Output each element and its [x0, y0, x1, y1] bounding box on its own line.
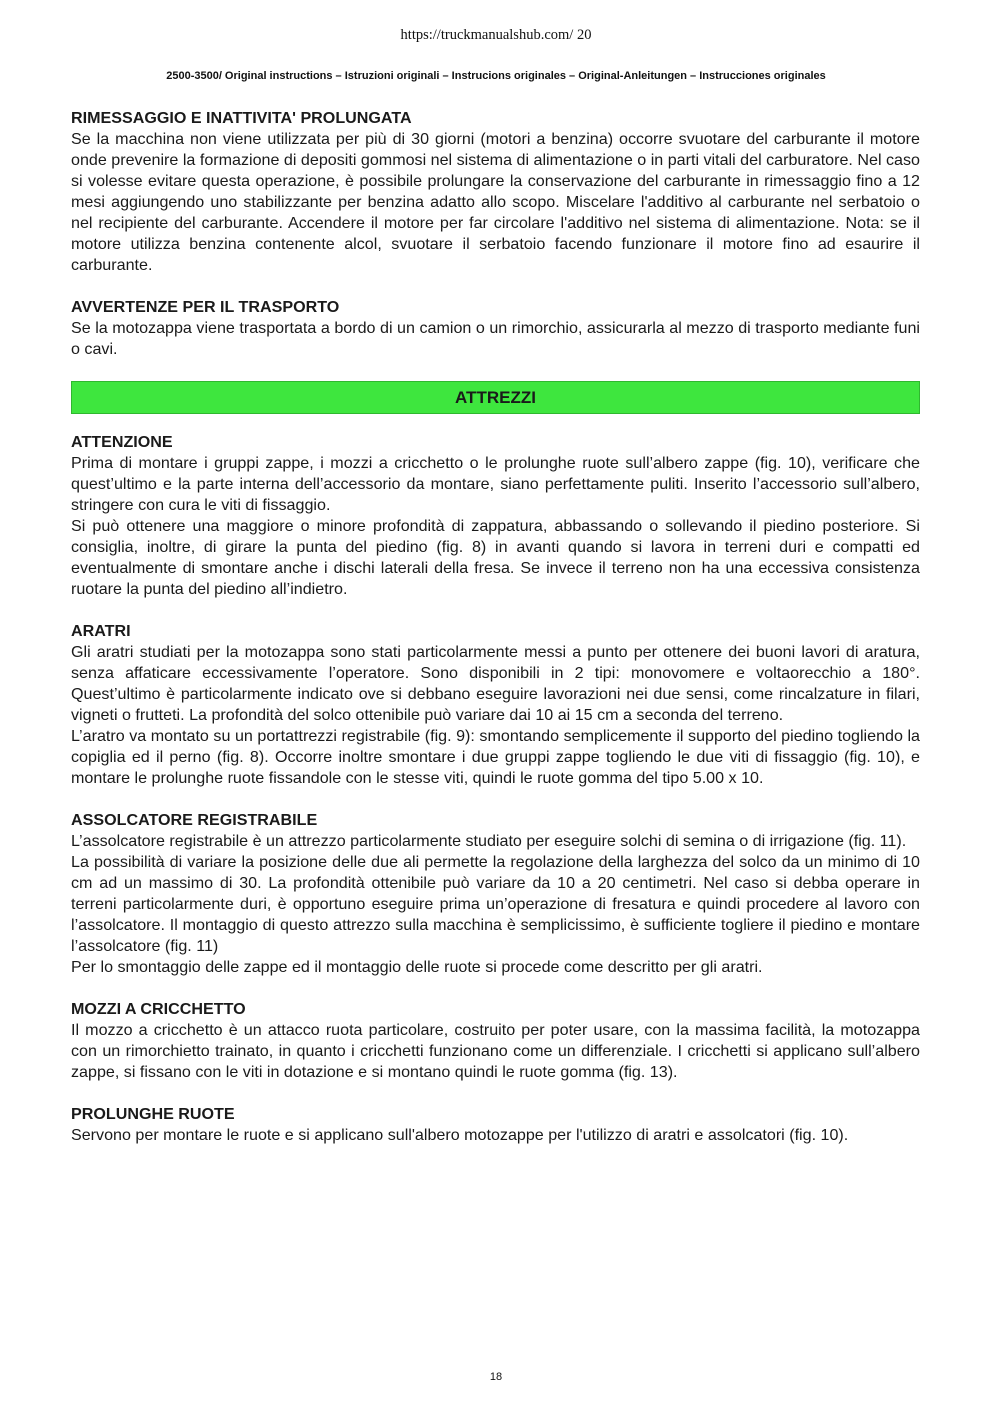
section-heading: ARATRI [71, 622, 131, 640]
section-paragraph: L’aratro va montato su un portattrezzi registrabile (fig. 9): smontando semplicemente il supporto del piedino togliendo la copiglia ed il perno (fig. 8). Occorre inoltre smontare i due gruppi zappe togliendo le due viti di fissaggio (fig. 10), e montare le prolunghe ruote fissandole con le stesse viti, quindi le ruote gomma del tipo 5.00 x 10. [71, 727, 920, 787]
section-paragraph: Il mozzo a cricchetto è un attacco ruota particolare, costruito per poter usare, con la massima facilità, la motozappa con un rimorchietto trainato, in quanto i cricchetti funzionano come un differenziale. I cricchetti si applicano sull’albero zappe, si fissano con le viti in dotazione e si montano quindi le ruote gomma (fig. 13). [71, 1021, 920, 1081]
section-aratri [71, 621, 920, 789]
section-heading: RIMESSAGGIO E INATTIVITA' PROLUNGATA [71, 109, 412, 127]
section-heading: ATTENZIONE [71, 433, 173, 451]
document-subtitle: 2500-3500/ Original instructions – Istruzioni originali – Instrucions originales – Original-Anleitungen – Instrucciones originales [166, 70, 826, 82]
section-paragraph: La possibilità di variare la posizione delle due ali permette la regolazione della larghezza del solco da un minimo di 10 cm ad un massimo di 30. La profondità ottenibile può variare da 10 a 20 centimetri. Nel caso si debba operare in terreni particolarmente duri, è opportuno eseguire prima un’operazione di fresatura e quindi procedere al lavoro con l’assolcatore. Il montaggio di questo attrezzo sulla macchina è semplicissimo, è sufficiente togliere il piedino e montare l’assolcatore (fig. 11) [71, 853, 920, 955]
page-url: https://truckmanualshub.com/ 20 [400, 27, 592, 43]
section-paragraph: Se la macchina non viene utilizzata per più di 30 giorni (motori a benzina) occorre svuotare del carburante il motore onde prevenire la formazione di depositi gommosi nel sistema di alimentazione o in parti vitali del carburatore. Nel caso si volesse evitare questa operazione, è possibile prolungare la conservazione del carburante in rimessaggio fino a 12 mesi aggiungendo uno stabilizzante per benzina adatto allo scopo. Miscelare l'additivo al carburante nel serbatoio o nel recipiente del carburante. Accendere il motore per far circolare l'additivo nel sistema di alimentazione. Nota: se il motore utilizza benzina contenente alcol, svuotare il serbatoio facendo funzionare il motore fino ad esaurire il carburante. [71, 130, 920, 274]
section-paragraph: Si può ottenere una maggiore o minore profondità di zappatura, abbassando o sollevando il piedino posteriore. Si consiglia, inoltre, di girare la punta del piedino (fig. 8) in avanti quando si lavora in terreni duri e compatti ed eventualmente di smontare anche i dischi laterali della fresa. Se invece il terreno non ha una eccessiva consistenza ruotare la punta del piedino all’indietro. [71, 517, 920, 598]
section-heading: PROLUNGHE RUOTE [71, 1105, 235, 1123]
section-paragraph: L’assolcatore registrabile è un attrezzo particolarmente studiato per eseguire solchi di semina o di irrigazione (fig. 11). [71, 832, 907, 850]
section-heading: AVVERTENZE PER IL TRASPORTO [71, 298, 340, 316]
section-paragraph: Prima di montare i gruppi zappe, i mozzi a cricchetto o le prolunghe ruote sull’albero zappe (fig. 10), verificare che quest’ultimo e la parte interna dell’accessorio da montare, siano perfettamente puliti. Inserito l’accessorio sull’albero, stringere con cura le viti di fissaggio. [71, 454, 920, 514]
section-heading: ASSOLCATORE REGISTRABILE [71, 811, 318, 829]
page-number: 18 [489, 1371, 503, 1383]
section-paragraph: Gli aratri studiati per la motozappa sono stati particolarmente messi a punto per ottenere dei buoni lavori di aratura, senza affaticare eccessivamente l’operatore. Sono disponibili in 2 tipi: monovomere e voltaorecchio a 180°. Quest’ultimo è particolarmente indicato ove si debbano eseguire lavorazioni nei due sensi, come rincalzature in filari, vigneti o frutteti. La profondità del solco ottenibile può variare dai 10 ai 15 cm a seconda del terreno. [71, 643, 920, 724]
banner-title: ATTREZZI [455, 388, 536, 407]
section-assolcatore [71, 810, 920, 978]
section-heading: MOZZI A CRICCHETTO [71, 1000, 246, 1018]
section-paragraph: Se la motozappa viene trasportata a bordo di un camion o un rimorchio, assicurarla al mezzo di trasporto mediante funi o cavi. [71, 319, 920, 358]
section-paragraph: Per lo smontaggio delle zappe ed il montaggio delle ruote si procede come descritto per gli aratri. [71, 958, 763, 976]
section-trasporto [71, 297, 920, 360]
section-mozzi [71, 999, 920, 1083]
section-attenzione [71, 432, 920, 600]
attrezzi-banner [71, 381, 920, 414]
page-content [71, 108, 920, 1167]
section-rimessaggio [71, 108, 920, 276]
section-prolunghe [71, 1104, 920, 1146]
section-paragraph: Servono per montare le ruote e si applicano sull'albero motozappe per l'utilizzo di aratri e assolcatori (fig. 10). [71, 1126, 849, 1144]
